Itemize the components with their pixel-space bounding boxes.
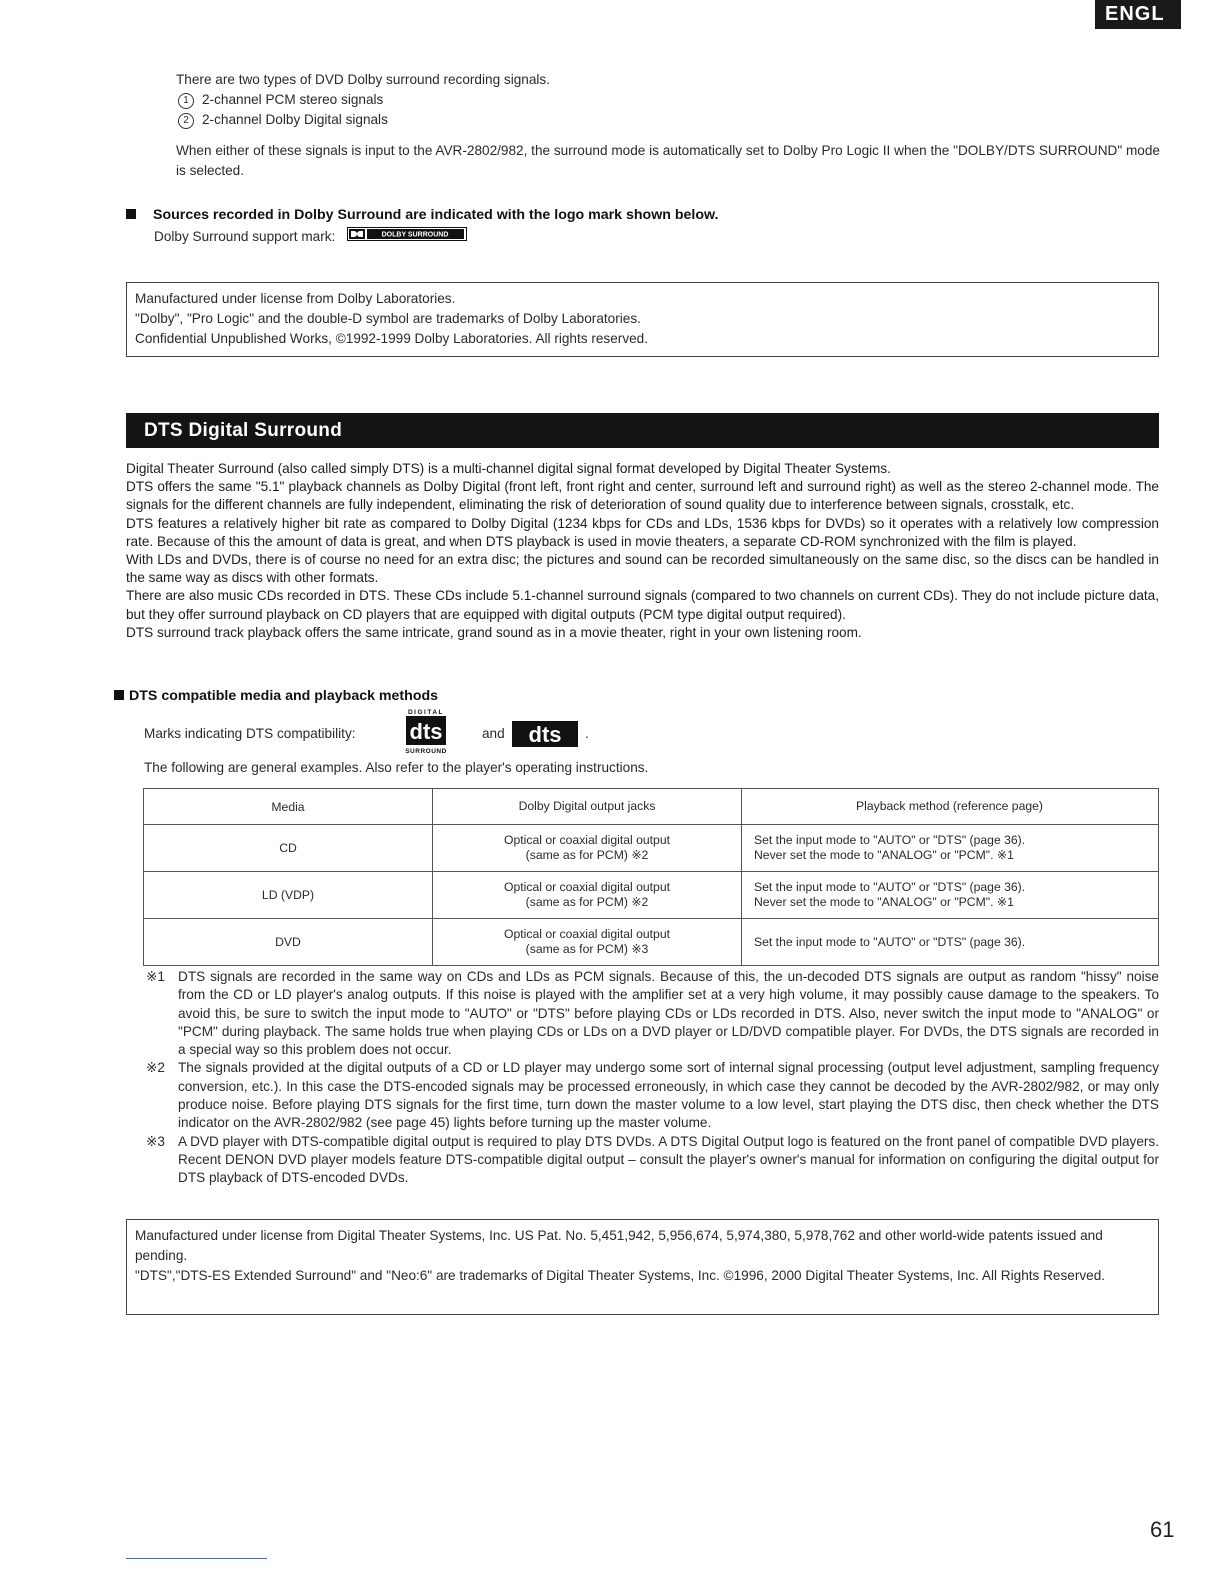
dts-paragraph: With LDs and DVDs, there is of course no need for an extra disc; the pictures and sound can be recorded simultaneously on the same disc, so the discs can be handled in the same way as discs with other formats. xyxy=(126,552,1159,586)
footer-rule xyxy=(126,1558,267,1559)
circled-number: 1 xyxy=(178,93,194,109)
method-line: Never set the mode to "ANALOG" or "PCM". ※1 xyxy=(754,848,1014,862)
period: . xyxy=(585,726,589,741)
dts-media-heading xyxy=(114,688,438,704)
logo-surround-text: SURROUND xyxy=(405,748,447,755)
column-header: Playback method (reference page) xyxy=(742,789,1159,825)
intro-paragraph: When either of these signals is input to the AVR-2802/982, the surround mode is automatically set to Dolby Pro Logic II when the "DOLBY/DTS SURROUND" mode is selected. xyxy=(176,143,1160,178)
list-item-text: 2-channel Dolby Digital signals xyxy=(202,112,388,127)
dolby-support-line xyxy=(154,227,467,247)
footnote xyxy=(146,968,1159,1059)
method-cell xyxy=(742,825,1159,872)
logo-digital-text: DIGITAL xyxy=(407,709,445,716)
dts-paragraph: DTS surround track playback offers the same intricate, grand sound as in a movie theater, right in your own listening room. xyxy=(126,624,862,640)
method-cell xyxy=(742,872,1159,919)
jack-line: Optical or coaxial digital output xyxy=(504,833,670,847)
table-row xyxy=(144,919,1159,966)
footnote-text: DTS signals are recorded in the same way on CDs and LDs as PCM signals. Because of this, the un-decoded DTS signals are output as random "hissy" noise from the CD or LD player's analog outputs. If this noise is played with the amplifier set at a very high volume, it may possibly cause damage to the speakers. To avoid this, be sure to switch the input mode to "AUTO" or "DTS" before playing CDs or LDs recorded in DTS. Also, never switch the input mode to "ANALOG" or "PCM" during playback. The same holds true when playing CDs or LDs on a DVD player or LD/DVD compatible player. For DVDs, the DTS signals are recorded in a special way so this problem does not occur. xyxy=(178,969,1159,1058)
general-examples-note: The following are general examples. Also refer to the player's operating instructions. xyxy=(144,760,649,775)
logo-dts-text: dts xyxy=(409,719,443,744)
list-item xyxy=(176,90,1160,110)
license-line: Confidential Unpublished Works, ©1992-1999 Dolby Laboratories. All rights reserved. xyxy=(135,331,649,346)
dts-logo xyxy=(512,721,578,747)
dolby-license-box xyxy=(126,282,1159,357)
footnotes xyxy=(146,968,1159,1188)
dts-body xyxy=(126,460,1159,642)
license-line: "Dolby", "Pro Logic" and the double-D symbol are trademarks of Dolby Laboratories. xyxy=(135,311,641,326)
dolby-logo-text: DOLBY SURROUND xyxy=(381,232,449,240)
jack-line: Optical or coaxial digital output xyxy=(504,880,670,894)
method-line: Set the input mode to "AUTO" or "DTS" (page 36). xyxy=(754,880,1026,894)
footnote-text: A DVD player with DTS-compatible digital output is required to play DTS DVDs. A DTS Digital Output logo is featured on the front panel of compatible DVD players. Recent DENON DVD player models feature DTS-compatible digital output – consult the player's owner's manual for information on configuring the digital output for DTS playback of DTS-encoded DVDs. xyxy=(178,1133,1159,1186)
media-cell: DVD xyxy=(144,919,433,966)
list-item xyxy=(176,110,1160,130)
dolby-surround-logo xyxy=(347,227,467,247)
column-header: Dolby Digital output jacks xyxy=(433,789,742,825)
footnote-text: The signals provided at the digital outputs of a CD or LD player may undergo some sort of internal signal processing (output level adjustment, sampling frequency conversion, etc.). In this case the DTS-encoded signals may be processed erroneously, in which case they cannot be decoded by the AVR-2802/982, or may only produce noise. Before playing DTS signals for the first time, turn down the master volume to a low level, start playing the DTS disc, then check whether the DTS indicator on the AVR-2802/982 (see page 45) lights before turning up the master volume. xyxy=(178,1060,1159,1131)
table-header-row xyxy=(144,789,1159,825)
dts-paragraph: Digital Theater Surround (also called simply DTS) is a multi-channel digital signal format developed by Digital Theater Systems. xyxy=(126,461,891,476)
jack-cell xyxy=(433,919,742,966)
dts-section-title: DTS Digital Surround xyxy=(126,413,1159,448)
jack-cell xyxy=(433,825,742,872)
bullet-square-icon xyxy=(126,209,136,219)
method-line: Set the input mode to "AUTO" or "DTS" (page 36). xyxy=(754,934,1026,949)
table-row xyxy=(144,825,1159,872)
language-tab: ENGL xyxy=(1095,0,1181,29)
dolby-heading xyxy=(126,207,718,223)
footnote xyxy=(146,1133,1159,1188)
method-line: Set the input mode to "AUTO" or "DTS" (page 36). xyxy=(754,833,1026,847)
jack-line: (same as for PCM) ※2 xyxy=(525,848,649,862)
footnote-mark: ※3 xyxy=(146,1133,165,1149)
license-line: "DTS","DTS-ES Extended Surround" and "Neo:6" are trademarks of Digital Theater Systems, Inc. ©1996, 2000 Digital Theater Systems, Inc. All Rights Reserved. xyxy=(135,1268,1106,1283)
dts-digital-surround-logo xyxy=(405,707,447,755)
method-cell xyxy=(742,919,1159,966)
license-line: Manufactured under license from Dolby Laboratories. xyxy=(135,291,456,306)
media-cell: LD (VDP) xyxy=(144,872,433,919)
license-line: Manufactured under license from Digital Theater Systems, Inc. US Pat. No. 5,451,942, 5,956,674, 5,974,380, 5,978,762 and other world-wide patents issued and pending. xyxy=(135,1228,1103,1263)
dts-marks-label: Marks indicating DTS compatibility: xyxy=(144,726,356,741)
jack-cell xyxy=(433,872,742,919)
dts-media-heading-text: DTS compatible media and playback methods xyxy=(129,688,439,704)
column-header: Media xyxy=(144,789,433,825)
dts-paragraph: DTS offers the same "5.1" playback channels as Dolby Digital (front left, front right and center, surround left and surround right) as well as the stereo 2-channel mode. The signals for the different channels are fully independent, eliminating the risk of deterioration of sound quality due to interference between signals, crosstalk, etc. xyxy=(126,479,1159,513)
dolby-support-label: Dolby Surround support mark: xyxy=(154,229,336,244)
jack-line: (same as for PCM) ※2 xyxy=(525,895,649,909)
bullet-square-icon xyxy=(114,690,124,700)
dts-paragraph: DTS features a relatively higher bit rate as compared to Dolby Digital (1234 kbps for CDs and LDs, 1536 kbps for DVDs) so it operates with a relatively low compression rate. Because of this the amount of data is great, and when DTS playback is used in movie theaters, a separate CD-ROM synchronized with the film is played. xyxy=(126,515,1159,549)
dolby-heading-text: Sources recorded in Dolby Surround are indicated with the logo mark shown below. xyxy=(153,207,719,223)
page-number: 61 xyxy=(1150,1517,1175,1542)
circled-number: 2 xyxy=(178,113,194,129)
logo-dts-text: dts xyxy=(528,722,562,747)
footnote-mark: ※1 xyxy=(146,969,165,984)
jack-line: Optical or coaxial digital output xyxy=(504,927,670,941)
table-row xyxy=(144,872,1159,919)
dts-license-box xyxy=(126,1219,1159,1315)
and-text: and xyxy=(482,726,505,741)
footnote xyxy=(146,1059,1159,1132)
intro-line: There are two types of DVD Dolby surround recording signals. xyxy=(176,72,551,87)
method-line: Never set the mode to "ANALOG" or "PCM". ※1 xyxy=(754,895,1014,909)
list-item-text: 2-channel PCM stereo signals xyxy=(202,92,384,107)
dts-media-table xyxy=(143,788,1159,966)
dts-paragraph: There are also music CDs recorded in DTS. These CDs include 5.1-channel surround signals (compared to two channels on current CDs). They do not include picture data, but they offer surround playback on CD players that are equipped with digital outputs (PCM type digital output required). xyxy=(126,588,1159,622)
media-cell: CD xyxy=(144,825,433,872)
jack-line: (same as for PCM) ※3 xyxy=(525,942,649,956)
footnote-mark: ※2 xyxy=(146,1060,165,1076)
intro-section xyxy=(176,70,1160,181)
